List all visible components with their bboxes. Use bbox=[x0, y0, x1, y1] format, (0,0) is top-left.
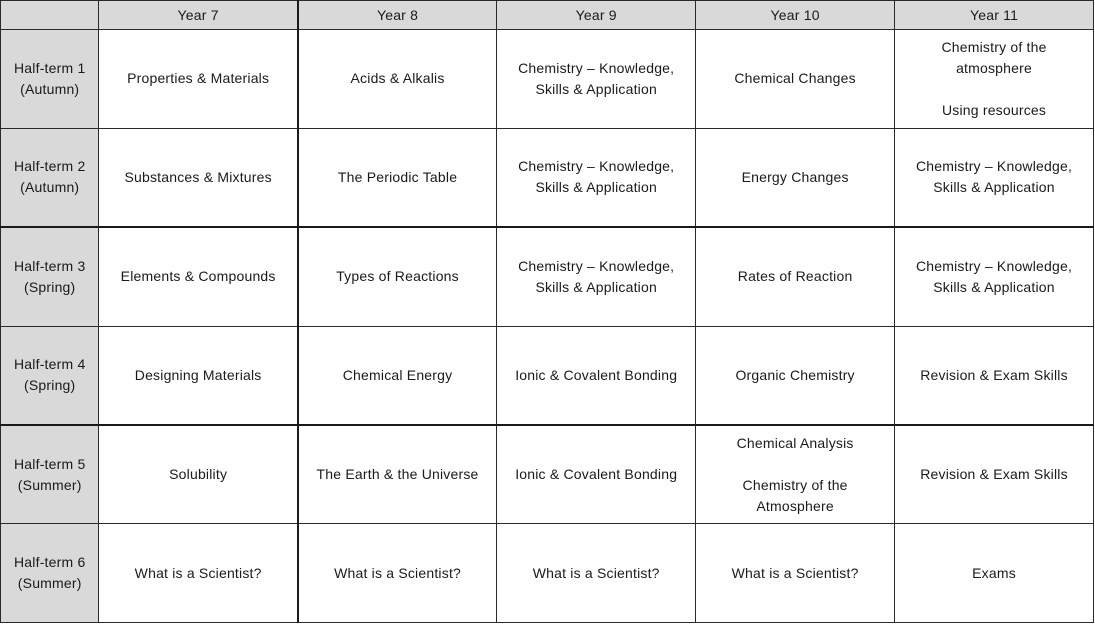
cell-ht1-year-9: Chemistry – Knowledge, Skills & Application bbox=[497, 30, 696, 128]
cell-ht3-year-8: Types of Reactions bbox=[298, 227, 497, 326]
column-header-year-8: Year 8 bbox=[298, 1, 497, 30]
cell-ht5-year-10: Chemical Analysis Chemistry of the Atmosphere bbox=[696, 425, 895, 524]
cell-ht2-year-9: Chemistry – Knowledge, Skills & Application bbox=[497, 128, 696, 227]
row-label-half-term-6: Half-term 6 (Summer) bbox=[1, 524, 99, 623]
row-half-term-4 bbox=[1, 326, 1094, 425]
cell-ht2-year-10: Energy Changes bbox=[696, 128, 895, 227]
cell-ht4-year-9: Ionic & Covalent Bonding bbox=[497, 326, 696, 425]
cell-ht6-year-10: What is a Scientist? bbox=[696, 524, 895, 623]
column-header-year-7: Year 7 bbox=[99, 1, 298, 30]
cell-ht4-year-8: Chemical Energy bbox=[298, 326, 497, 425]
cell-ht5-year-9: Ionic & Covalent Bonding bbox=[497, 425, 696, 524]
row-label-half-term-1: Half-term 1 (Autumn) bbox=[1, 30, 99, 128]
cell-ht3-year-11: Chemistry – Knowledge, Skills & Application bbox=[895, 227, 1094, 326]
cell-ht5-year-11: Revision & Exam Skills bbox=[895, 425, 1094, 524]
row-label-half-term-3: Half-term 3 (Spring) bbox=[1, 227, 99, 326]
cell-ht6-year-11: Exams bbox=[895, 524, 1094, 623]
column-header-year-9: Year 9 bbox=[497, 1, 696, 30]
row-half-term-1 bbox=[1, 30, 1094, 128]
row-half-term-5 bbox=[1, 425, 1094, 524]
cell-ht6-year-9: What is a Scientist? bbox=[497, 524, 696, 623]
cell-ht3-year-10: Rates of Reaction bbox=[696, 227, 895, 326]
cell-ht4-year-7: Designing Materials bbox=[99, 326, 298, 425]
row-label-half-term-4: Half-term 4 (Spring) bbox=[1, 326, 99, 425]
cell-ht1-year-11: Chemistry of the atmosphere Using resources bbox=[895, 30, 1094, 128]
cell-ht2-year-7: Substances & Mixtures bbox=[99, 128, 298, 227]
cell-ht1-year-8: Acids & Alkalis bbox=[298, 30, 497, 128]
header-row bbox=[1, 1, 1094, 30]
cell-ht2-year-11: Chemistry – Knowledge, Skills & Application bbox=[895, 128, 1094, 227]
cell-ht6-year-7: What is a Scientist? bbox=[99, 524, 298, 623]
cell-ht5-year-7: Solubility bbox=[99, 425, 298, 524]
cell-ht1-year-7: Properties & Materials bbox=[99, 30, 298, 128]
row-half-term-6 bbox=[1, 524, 1094, 623]
cell-ht3-year-9: Chemistry – Knowledge, Skills & Application bbox=[497, 227, 696, 326]
cell-ht4-year-11: Revision & Exam Skills bbox=[895, 326, 1094, 425]
cell-ht2-year-8: The Periodic Table bbox=[298, 128, 497, 227]
cell-ht1-year-10: Chemical Changes bbox=[696, 30, 895, 128]
cell-ht6-year-8: What is a Scientist? bbox=[298, 524, 497, 623]
cell-ht4-year-10: Organic Chemistry bbox=[696, 326, 895, 425]
column-header-year-11: Year 11 bbox=[895, 1, 1094, 30]
row-label-half-term-5: Half-term 5 (Summer) bbox=[1, 425, 99, 524]
cell-ht5-year-8: The Earth & the Universe bbox=[298, 425, 497, 524]
column-header-year-10: Year 10 bbox=[696, 1, 895, 30]
corner-cell bbox=[1, 1, 99, 30]
row-label-half-term-2: Half-term 2 (Autumn) bbox=[1, 128, 99, 227]
cell-ht3-year-7: Elements & Compounds bbox=[99, 227, 298, 326]
row-half-term-2 bbox=[1, 128, 1094, 227]
row-half-term-3 bbox=[1, 227, 1094, 326]
